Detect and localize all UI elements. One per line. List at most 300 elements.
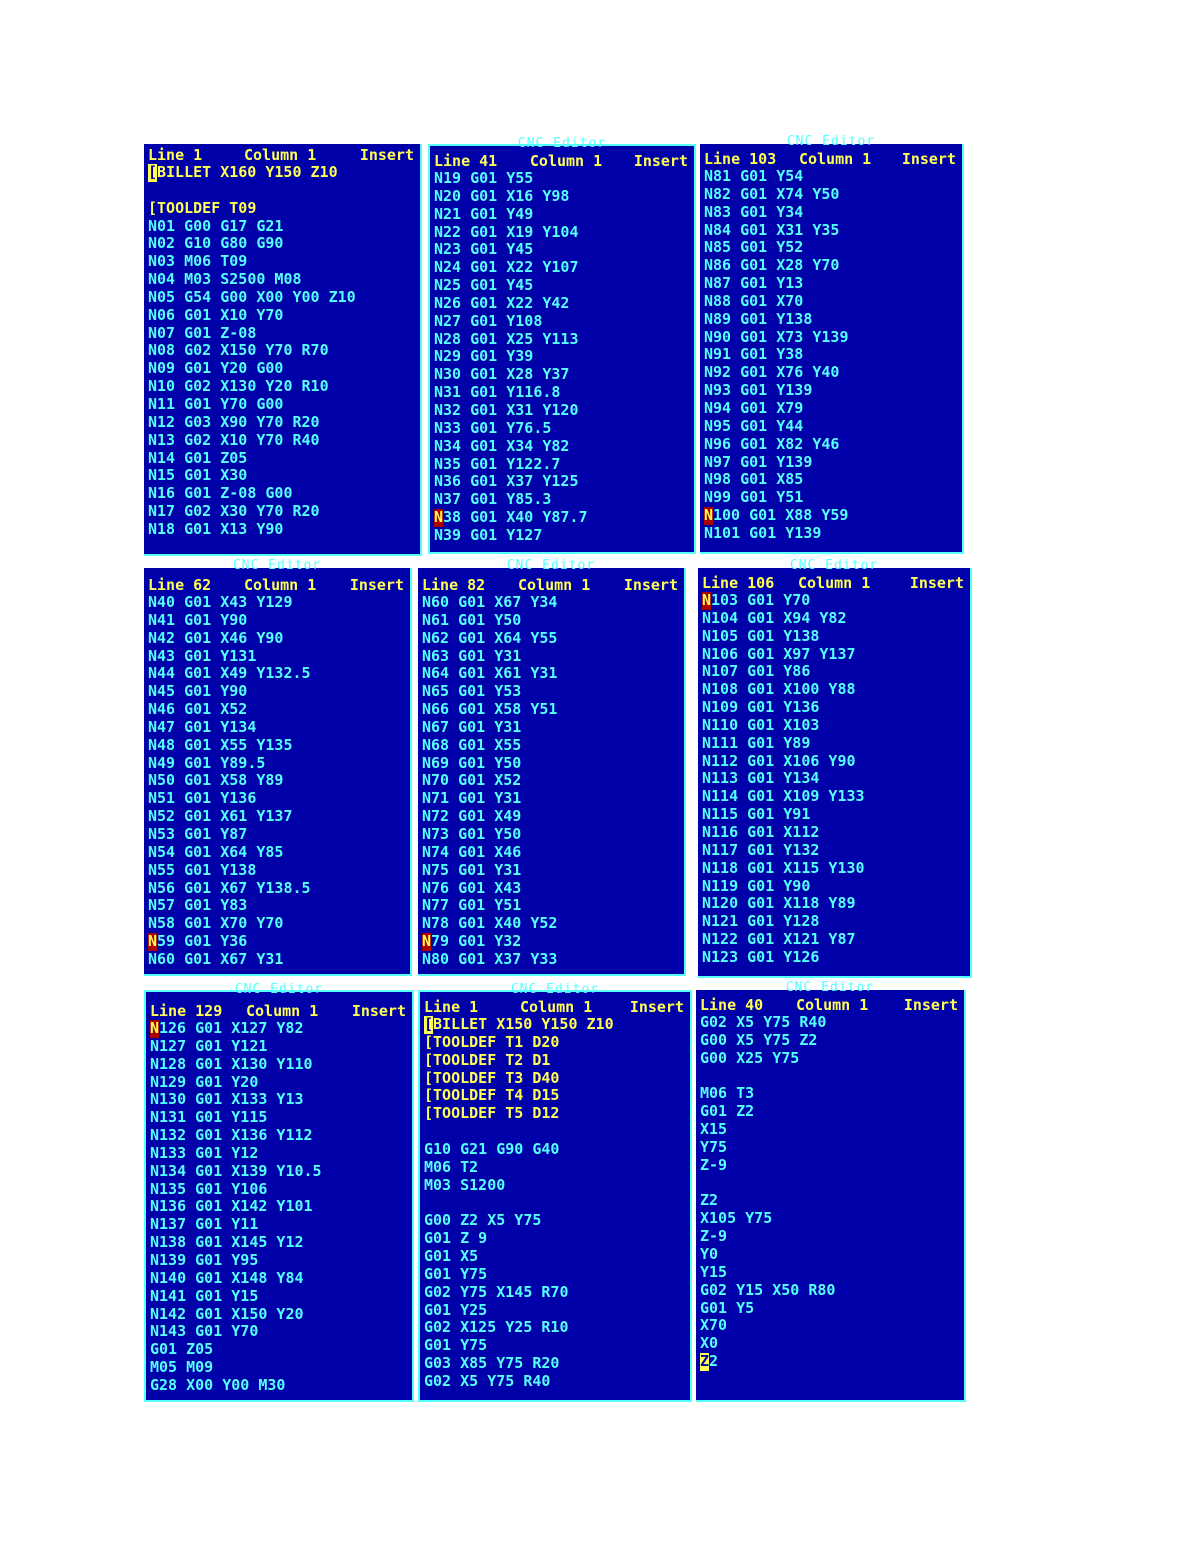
- code-line[interactable]: [150, 1288, 408, 1306]
- code-line[interactable]: [148, 378, 416, 396]
- editor-panel-2[interactable]: [428, 136, 696, 554]
- code-line-text: N46 G01 X52: [148, 700, 248, 719]
- code-line[interactable]: [148, 342, 416, 360]
- code-line[interactable]: [700, 1300, 960, 1318]
- code-line[interactable]: [434, 438, 690, 456]
- code-line-text: N26 G01 X22 Y42: [434, 293, 570, 312]
- code-line[interactable]: [422, 737, 680, 755]
- code-line[interactable]: [424, 1355, 686, 1373]
- code-line[interactable]: [700, 1317, 960, 1335]
- code-line[interactable]: [150, 1306, 408, 1324]
- code-line[interactable]: [700, 1175, 960, 1193]
- code-line[interactable]: [704, 436, 958, 454]
- code-line[interactable]: [150, 1252, 408, 1270]
- code-line[interactable]: [424, 1034, 686, 1052]
- code-line[interactable]: [700, 1335, 960, 1353]
- code-line-text: N06 G01 X10 Y70: [148, 305, 284, 324]
- code-line[interactable]: [150, 1198, 408, 1216]
- code-line-text: N86 G01 X28 Y70: [704, 256, 840, 275]
- code-line[interactable]: [148, 432, 416, 450]
- code-line[interactable]: [148, 737, 406, 755]
- code-line[interactable]: [702, 663, 966, 681]
- code-line-text: N05 G54 G00 X00 Y00 Z10: [148, 287, 356, 306]
- code-line[interactable]: [148, 826, 406, 844]
- text-cursor: N: [434, 508, 444, 527]
- code-line-text: [TOOLDEF T1 D20: [424, 1032, 560, 1051]
- code-line[interactable]: [700, 1228, 960, 1246]
- code-line[interactable]: [148, 951, 406, 969]
- code-line[interactable]: [148, 467, 416, 485]
- code-line-text: G10 G21 G90 G40: [424, 1139, 560, 1158]
- code-line-text: 38 G01 X40 Y87.7: [443, 508, 588, 527]
- code-line[interactable]: [700, 1282, 960, 1300]
- window-title: CNC Editor: [234, 982, 324, 997]
- code-line[interactable]: [422, 755, 680, 773]
- code-line[interactable]: [422, 790, 680, 808]
- code-line[interactable]: [704, 364, 958, 382]
- code-line-text: N82 G01 X74 Y50: [704, 184, 840, 203]
- code-line[interactable]: [704, 186, 958, 204]
- code-line[interactable]: [424, 1177, 686, 1195]
- editor-panel-6[interactable]: [698, 558, 972, 978]
- code-line-text: N84 G01 X31 Y35: [704, 220, 840, 239]
- code-line[interactable]: [150, 1270, 408, 1288]
- code-line[interactable]: [422, 772, 680, 790]
- code-line[interactable]: [434, 420, 690, 438]
- code-line[interactable]: [700, 1246, 960, 1264]
- code-line-text: M03 S1200: [424, 1175, 506, 1194]
- code-line[interactable]: [700, 1192, 960, 1210]
- code-line-text: N60 G01 X67 Y34: [422, 593, 558, 611]
- code-line-text: N116 G01 X112: [702, 822, 820, 841]
- code-line-text: N138 G01 X145 Y12: [150, 1233, 304, 1252]
- column-indicator: Column 1: [244, 146, 317, 164]
- code-line[interactable]: [148, 414, 416, 432]
- code-line[interactable]: [148, 253, 416, 271]
- window-title: CNC Editor: [517, 136, 607, 151]
- text-cursor: N: [148, 932, 158, 951]
- code-line-text: N143 G01 Y70: [150, 1322, 259, 1341]
- editor-panel-3[interactable]: [700, 134, 964, 554]
- column-indicator: Column 1: [798, 574, 871, 592]
- code-line[interactable]: [422, 665, 680, 683]
- code-line[interactable]: [148, 307, 416, 325]
- code-line-text: N34 G01 X34 Y82: [434, 436, 570, 455]
- code-line[interactable]: [424, 1319, 686, 1337]
- code-line-text: N87 G01 Y13: [704, 274, 804, 293]
- code-line-text: N107 G01 Y86: [702, 662, 811, 681]
- column-indicator: Column 1: [518, 576, 591, 594]
- code-line-text: G00 X25 Y75: [700, 1048, 800, 1067]
- code-line[interactable]: [424, 1337, 686, 1355]
- code-line[interactable]: [704, 275, 958, 293]
- code-line[interactable]: [704, 222, 958, 240]
- code-line[interactable]: [148, 630, 406, 648]
- code-line[interactable]: [704, 382, 958, 400]
- editor-panel-4[interactable]: [144, 558, 412, 976]
- code-line[interactable]: [148, 719, 406, 737]
- code-line-text: N94 G01 X79: [704, 398, 804, 417]
- code-line[interactable]: [424, 1194, 686, 1212]
- code-line-text: N70 G01 X52: [422, 771, 522, 790]
- window-title: CNC Editor: [785, 980, 875, 995]
- code-line[interactable]: [702, 646, 966, 664]
- code-line-text: G00 X5 Y75 Z2: [700, 1030, 818, 1049]
- code-line[interactable]: [150, 1359, 408, 1377]
- code-line-text: N114 G01 X109 Y133: [702, 787, 865, 806]
- code-line-text: N120 G01 X118 Y89: [702, 894, 856, 913]
- code-line[interactable]: [434, 313, 690, 331]
- code-line[interactable]: [700, 1085, 960, 1103]
- insert-mode-indicator: Insert: [633, 152, 688, 170]
- code-line[interactable]: [422, 951, 680, 969]
- code-line[interactable]: [702, 699, 966, 717]
- code-line[interactable]: [148, 594, 406, 612]
- code-line[interactable]: [424, 1141, 686, 1159]
- code-line[interactable]: [424, 1266, 686, 1284]
- code-line[interactable]: [702, 628, 966, 646]
- code-line[interactable]: [148, 271, 416, 289]
- code-line[interactable]: [702, 610, 966, 628]
- code-line[interactable]: [700, 1032, 960, 1050]
- code-line-text: G02 Y75 X145 R70: [424, 1282, 569, 1301]
- code-line[interactable]: [150, 1145, 408, 1163]
- code-line-text: 79 G01 Y32: [431, 932, 522, 951]
- code-line[interactable]: [148, 164, 416, 182]
- code-line[interactable]: [422, 612, 680, 630]
- code-line-text: N63 G01 Y31: [422, 646, 522, 665]
- code-lines[interactable]: [704, 168, 958, 543]
- code-line[interactable]: [700, 1068, 960, 1086]
- code-lines[interactable]: [434, 170, 690, 545]
- code-line[interactable]: [422, 648, 680, 666]
- code-line-text: M05 M09: [150, 1358, 214, 1377]
- code-line[interactable]: [704, 346, 958, 364]
- editor-panel-1[interactable]: [144, 144, 422, 556]
- code-lines[interactable]: [148, 164, 416, 539]
- code-line[interactable]: [434, 277, 690, 295]
- code-line[interactable]: [424, 1373, 686, 1391]
- code-line[interactable]: [700, 1050, 960, 1068]
- code-line[interactable]: [700, 1210, 960, 1228]
- code-line[interactable]: [148, 218, 416, 236]
- code-line[interactable]: [148, 200, 416, 218]
- code-line-text: N62 G01 X64 Y55: [422, 628, 558, 647]
- code-line-text: BILLET X150 Y150 Z10: [433, 1015, 614, 1033]
- code-line[interactable]: [702, 824, 966, 842]
- editor-panel-9[interactable]: [696, 980, 966, 1402]
- code-line[interactable]: [702, 753, 966, 771]
- code-line[interactable]: [434, 241, 690, 259]
- column-indicator: Column 1: [520, 998, 593, 1016]
- code-line-text: N141 G01 Y15: [150, 1286, 259, 1305]
- code-line[interactable]: [150, 1038, 408, 1056]
- code-line[interactable]: [422, 594, 680, 612]
- code-line[interactable]: [422, 897, 680, 915]
- code-line[interactable]: [702, 717, 966, 735]
- code-line-text: N41 G01 Y90: [148, 610, 248, 629]
- code-line-text: N39 G01 Y127: [434, 525, 543, 544]
- code-line[interactable]: [148, 665, 406, 683]
- code-line-text: N81 G01 Y54: [704, 167, 804, 185]
- code-line-text: X15: [700, 1120, 728, 1139]
- code-line[interactable]: [704, 525, 958, 543]
- code-line-text: N90 G01 X73 Y139: [704, 327, 849, 346]
- text-cursor: [: [148, 163, 158, 181]
- code-line[interactable]: [704, 168, 958, 186]
- code-line[interactable]: [150, 1216, 408, 1234]
- code-line[interactable]: [704, 471, 958, 489]
- code-line-text: N83 G01 Y34: [704, 202, 804, 221]
- code-line-text: M06 T2: [424, 1157, 479, 1176]
- code-line[interactable]: [422, 630, 680, 648]
- code-line-text: G03 X85 Y75 R20: [424, 1354, 560, 1373]
- code-line-text: G01 Y75: [424, 1336, 488, 1355]
- code-line[interactable]: [424, 1052, 686, 1070]
- code-line-text: N31 G01 Y116.8: [434, 383, 561, 402]
- line-indicator: Line 1: [148, 146, 203, 164]
- code-line-text: N16 G01 Z-08 G00: [148, 484, 293, 503]
- code-line[interactable]: [422, 701, 680, 719]
- code-line[interactable]: [422, 862, 680, 880]
- code-line[interactable]: [700, 1014, 960, 1032]
- code-line[interactable]: [704, 257, 958, 275]
- code-line[interactable]: [702, 681, 966, 699]
- code-line[interactable]: [148, 772, 406, 790]
- code-line[interactable]: [434, 402, 690, 420]
- code-line[interactable]: [434, 366, 690, 384]
- code-line[interactable]: [702, 913, 966, 931]
- code-line-text: N28 G01 X25 Y113: [434, 329, 579, 348]
- insert-mode-indicator: Insert: [901, 150, 956, 168]
- code-line[interactable]: [148, 182, 416, 200]
- code-line[interactable]: [700, 1103, 960, 1121]
- code-line[interactable]: [150, 1074, 408, 1092]
- code-line[interactable]: [702, 735, 966, 753]
- code-line[interactable]: [148, 701, 406, 719]
- text-cursor: N: [422, 932, 432, 951]
- code-line-text: N71 G01 Y31: [422, 789, 522, 808]
- column-indicator: Column 1: [529, 152, 603, 170]
- code-line-text: N88 G01 X70: [704, 291, 804, 310]
- code-line-text: N66 G01 X58 Y51: [422, 700, 558, 719]
- code-line[interactable]: [434, 331, 690, 349]
- code-line[interactable]: [424, 1230, 686, 1248]
- code-line[interactable]: [148, 755, 406, 773]
- code-line[interactable]: [700, 1264, 960, 1282]
- code-line[interactable]: [434, 384, 690, 402]
- code-line[interactable]: [422, 826, 680, 844]
- code-line[interactable]: [434, 456, 690, 474]
- line-indicator: Line 82: [422, 576, 486, 594]
- code-line[interactable]: [150, 1091, 408, 1109]
- code-lines[interactable]: [702, 592, 966, 967]
- code-line-text: N132 G01 X136 Y112: [150, 1126, 313, 1145]
- code-line[interactable]: [422, 880, 680, 898]
- code-line[interactable]: [704, 400, 958, 418]
- code-line-text: G01 Z 9: [424, 1229, 488, 1248]
- text-cursor: N: [150, 1019, 160, 1037]
- code-line[interactable]: [434, 206, 690, 224]
- code-line-text: N29 G01 Y39: [434, 347, 534, 366]
- code-line[interactable]: [424, 1248, 686, 1266]
- code-line[interactable]: [702, 895, 966, 913]
- code-line[interactable]: [434, 224, 690, 242]
- code-line[interactable]: [148, 325, 416, 343]
- code-lines[interactable]: [424, 1016, 686, 1391]
- code-line[interactable]: [700, 1121, 960, 1139]
- code-line-text: N139 G01 Y95: [150, 1250, 259, 1269]
- code-line[interactable]: [148, 485, 416, 503]
- code-line[interactable]: [702, 788, 966, 806]
- code-line-text: N91 G01 Y38: [704, 345, 804, 364]
- code-line[interactable]: [424, 1302, 686, 1320]
- code-line-text: N20 G01 X16 Y98: [434, 186, 570, 205]
- code-line[interactable]: [148, 396, 416, 414]
- code-line[interactable]: [424, 1105, 686, 1123]
- code-line-text: N119 G01 Y90: [702, 876, 811, 895]
- code-line[interactable]: [700, 1139, 960, 1157]
- code-line[interactable]: [148, 880, 406, 898]
- editor-panel-5[interactable]: [418, 558, 686, 976]
- status-bar: [424, 998, 684, 1016]
- code-lines[interactable]: [422, 594, 680, 969]
- code-line[interactable]: [434, 348, 690, 366]
- code-line[interactable]: [148, 521, 416, 539]
- code-line[interactable]: [424, 1070, 686, 1088]
- code-lines[interactable]: [148, 594, 406, 969]
- code-line[interactable]: [702, 949, 966, 967]
- code-line[interactable]: [704, 293, 958, 311]
- code-line-text: Y75: [700, 1137, 728, 1156]
- editor-panel-8[interactable]: [418, 982, 692, 1402]
- code-line[interactable]: [150, 1323, 408, 1341]
- code-line[interactable]: [422, 683, 680, 701]
- code-line[interactable]: [704, 489, 958, 507]
- code-line[interactable]: [150, 1163, 408, 1181]
- code-line-text: G01 Y25: [424, 1300, 488, 1319]
- status-bar: [422, 576, 678, 594]
- status-bar: [702, 574, 964, 592]
- code-line[interactable]: [434, 473, 690, 491]
- code-line[interactable]: [704, 239, 958, 257]
- code-line[interactable]: [702, 770, 966, 788]
- code-line[interactable]: [422, 808, 680, 826]
- code-line[interactable]: [424, 1284, 686, 1302]
- code-line-text: N07 G01 Z-08: [148, 323, 257, 342]
- code-line[interactable]: [704, 418, 958, 436]
- code-line[interactable]: [702, 806, 966, 824]
- code-line-text: N53 G01 Y87: [148, 824, 248, 843]
- code-line[interactable]: [148, 915, 406, 933]
- code-line-text: N136 G01 X142 Y101: [150, 1197, 313, 1216]
- code-line[interactable]: [148, 897, 406, 915]
- code-line[interactable]: [148, 612, 406, 630]
- code-line[interactable]: [148, 808, 406, 826]
- code-line-text: N89 G01 Y138: [704, 309, 813, 328]
- code-line[interactable]: [704, 311, 958, 329]
- code-line[interactable]: [700, 1353, 960, 1371]
- code-line[interactable]: [702, 842, 966, 860]
- code-line[interactable]: [702, 878, 966, 896]
- code-line[interactable]: [424, 1016, 686, 1034]
- code-line[interactable]: [434, 509, 690, 527]
- code-line-text: G28 X00 Y00 M30: [150, 1375, 286, 1394]
- code-line-text: N93 G01 Y139: [704, 381, 813, 400]
- code-line-text: N25 G01 Y45: [434, 276, 534, 295]
- code-line[interactable]: [148, 648, 406, 666]
- code-line[interactable]: [434, 188, 690, 206]
- code-line[interactable]: [424, 1087, 686, 1105]
- code-line[interactable]: [424, 1123, 686, 1141]
- code-line[interactable]: [148, 450, 416, 468]
- code-line[interactable]: [704, 507, 958, 525]
- code-line[interactable]: [422, 719, 680, 737]
- code-line[interactable]: [434, 295, 690, 313]
- code-line-text: N97 G01 Y139: [704, 452, 813, 471]
- code-line-text: N57 G01 Y83: [148, 896, 248, 915]
- code-line[interactable]: [150, 1056, 408, 1074]
- code-line[interactable]: [148, 844, 406, 862]
- code-line[interactable]: [702, 931, 966, 949]
- code-line[interactable]: [702, 860, 966, 878]
- code-line-text: N68 G01 X55: [422, 735, 522, 754]
- code-line[interactable]: [704, 204, 958, 222]
- code-line[interactable]: [434, 491, 690, 509]
- code-line[interactable]: [150, 1109, 408, 1127]
- status-bar: [704, 150, 956, 168]
- code-line[interactable]: [704, 329, 958, 347]
- insert-mode-indicator: Insert: [629, 998, 684, 1016]
- code-line[interactable]: [422, 933, 680, 951]
- code-line[interactable]: [148, 235, 416, 253]
- code-line-text: N49 G01 Y89.5: [148, 753, 266, 772]
- code-line-text: N42 G01 X46 Y90: [148, 628, 284, 647]
- code-line[interactable]: [150, 1234, 408, 1252]
- editor-panel-7[interactable]: [144, 982, 414, 1402]
- code-line[interactable]: [700, 1157, 960, 1175]
- code-line[interactable]: [148, 790, 406, 808]
- code-line-text: N52 G01 X61 Y137: [148, 807, 293, 826]
- code-line[interactable]: [434, 527, 690, 545]
- line-indicator: Line 40: [700, 996, 764, 1014]
- code-line[interactable]: [148, 503, 416, 521]
- code-line[interactable]: [148, 683, 406, 701]
- code-line[interactable]: [148, 360, 416, 378]
- insert-mode-indicator: Insert: [909, 574, 964, 592]
- code-line[interactable]: [424, 1159, 686, 1177]
- code-lines[interactable]: [150, 1020, 408, 1395]
- code-line-text: N23 G01 Y45: [434, 240, 534, 259]
- code-line[interactable]: [148, 289, 416, 307]
- code-lines[interactable]: [700, 1014, 960, 1371]
- code-line[interactable]: [150, 1127, 408, 1145]
- code-line[interactable]: [434, 259, 690, 277]
- code-line[interactable]: [150, 1341, 408, 1359]
- code-line[interactable]: [434, 170, 690, 188]
- code-line[interactable]: [422, 844, 680, 862]
- insert-mode-indicator: Insert: [903, 996, 958, 1014]
- code-line[interactable]: [702, 592, 966, 610]
- code-line[interactable]: [424, 1212, 686, 1230]
- code-line[interactable]: [422, 915, 680, 933]
- code-line[interactable]: [150, 1377, 408, 1395]
- code-line[interactable]: [150, 1020, 408, 1038]
- code-line[interactable]: [704, 454, 958, 472]
- code-line[interactable]: [148, 862, 406, 880]
- code-line[interactable]: [150, 1181, 408, 1199]
- code-line[interactable]: [148, 933, 406, 951]
